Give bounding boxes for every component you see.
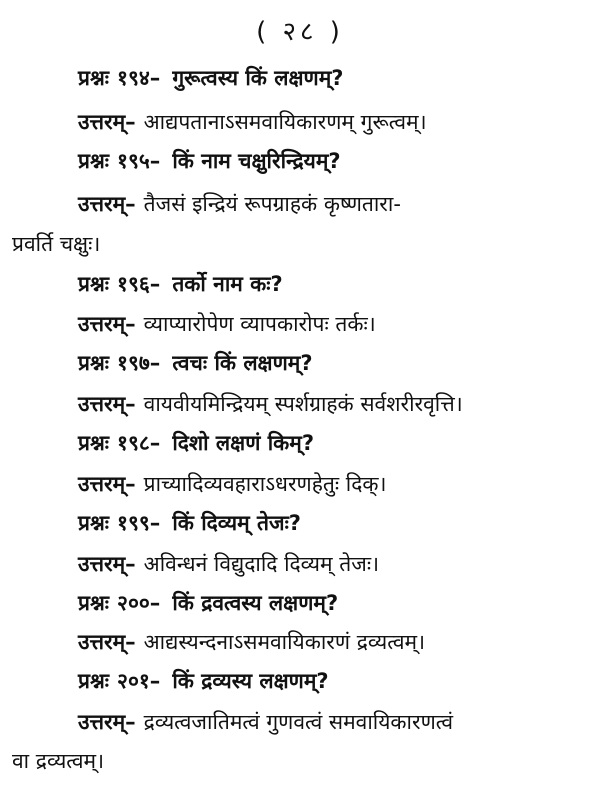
question-number: १९७– [117, 351, 161, 375]
answer-194 [78, 107, 427, 137]
question-195 [78, 146, 341, 176]
question-label: प्रश्नः [78, 149, 110, 173]
question-number: २००– [117, 591, 161, 615]
question-196 [78, 269, 283, 299]
question-197 [78, 348, 313, 378]
question-201 [78, 666, 329, 696]
answer-text: प्राच्यादिव्यवहाराऽधरणहेतुः दिक्। [143, 472, 387, 496]
question-label: प्रश्नः [78, 272, 110, 296]
answer-text: द्रव्यत्वजातिमत्वं गुणवत्वं समवायिकारणत्वं [143, 710, 453, 734]
answer-195-continued: प्रवर्ति चक्षुः। [12, 232, 101, 256]
question-text: दिशो लक्षणं किम्? [172, 431, 315, 455]
question-text: किं द्रवत्वस्य लक्षणम्? [172, 591, 339, 615]
question-label: प्रश्नः [78, 66, 110, 90]
answer-text: व्याप्यारोपेण व्यापकारोपः तर्कः। [143, 312, 376, 336]
answer-195 [78, 189, 401, 219]
question-label: प्रश्नः [78, 591, 110, 615]
question-label: प्रश्नः [78, 351, 110, 375]
answer-label: उत्तरम्– [78, 472, 136, 496]
answer-text: तैजसं इन्द्रियं रूपग्राहकं कृष्णतारा- [143, 192, 401, 216]
question-label: प्रश्नः [78, 431, 110, 455]
question-text: किं नाम चक्षुरिन्द्रियम्? [172, 149, 341, 173]
question-label: प्रश्नः [78, 511, 110, 535]
answer-198 [78, 469, 386, 499]
answer-201-continued: वा द्रव्यत्वम्। [12, 749, 105, 773]
question-198 [78, 428, 314, 458]
answer-label: उत्तरम्– [78, 110, 136, 134]
answer-197 [78, 389, 463, 419]
answer-196 [78, 309, 376, 339]
question-text: त्वचः किं लक्षणम्? [172, 351, 313, 375]
answer-text: वायवीयमिन्द्रियम् स्पर्शग्राहकं सर्वशरीरवृत्ति। [143, 392, 463, 416]
question-number: १९८– [117, 431, 161, 455]
answer-text: आद्यस्यन्दनाऽसमवायिकारणं द्रव्यत्वम्। [143, 630, 426, 654]
question-199 [78, 508, 301, 538]
question-label: प्रश्नः [78, 669, 110, 693]
question-text: तर्को नाम कः? [172, 272, 283, 296]
question-number: १९४– [117, 66, 161, 90]
answer-text: अविन्धनं विद्युदादि दिव्यम् तेजः। [143, 552, 380, 576]
answer-label: उत्तरम्– [78, 392, 136, 416]
answer-label: उत्तरम्– [78, 710, 136, 734]
question-number: १९६– [117, 272, 161, 296]
answer-200 [78, 627, 425, 657]
question-number: १९५– [117, 149, 161, 173]
page-number: ( २८ ) [256, 17, 344, 47]
answer-label: उत्तरम्– [78, 630, 136, 654]
answer-label: उत्तरम्– [78, 552, 136, 576]
question-200 [78, 588, 338, 618]
question-text: गुरूत्वस्य किं लक्षणम्? [172, 66, 344, 90]
question-text: किं दिव्यम् तेजः? [172, 511, 301, 535]
answer-201 [78, 707, 453, 737]
answer-label: उत्तरम्– [78, 312, 136, 336]
answer-label: उत्तरम्– [78, 192, 136, 216]
question-number: १९९– [117, 511, 161, 535]
answer-199 [78, 549, 379, 579]
question-number: २०१– [117, 669, 161, 693]
question-194 [78, 63, 343, 93]
answer-text: आद्यपतानाऽसमवायिकारणम् गुरूत्वम्। [143, 110, 427, 134]
question-text: किं द्रव्यस्य लक्षणम्? [172, 669, 329, 693]
